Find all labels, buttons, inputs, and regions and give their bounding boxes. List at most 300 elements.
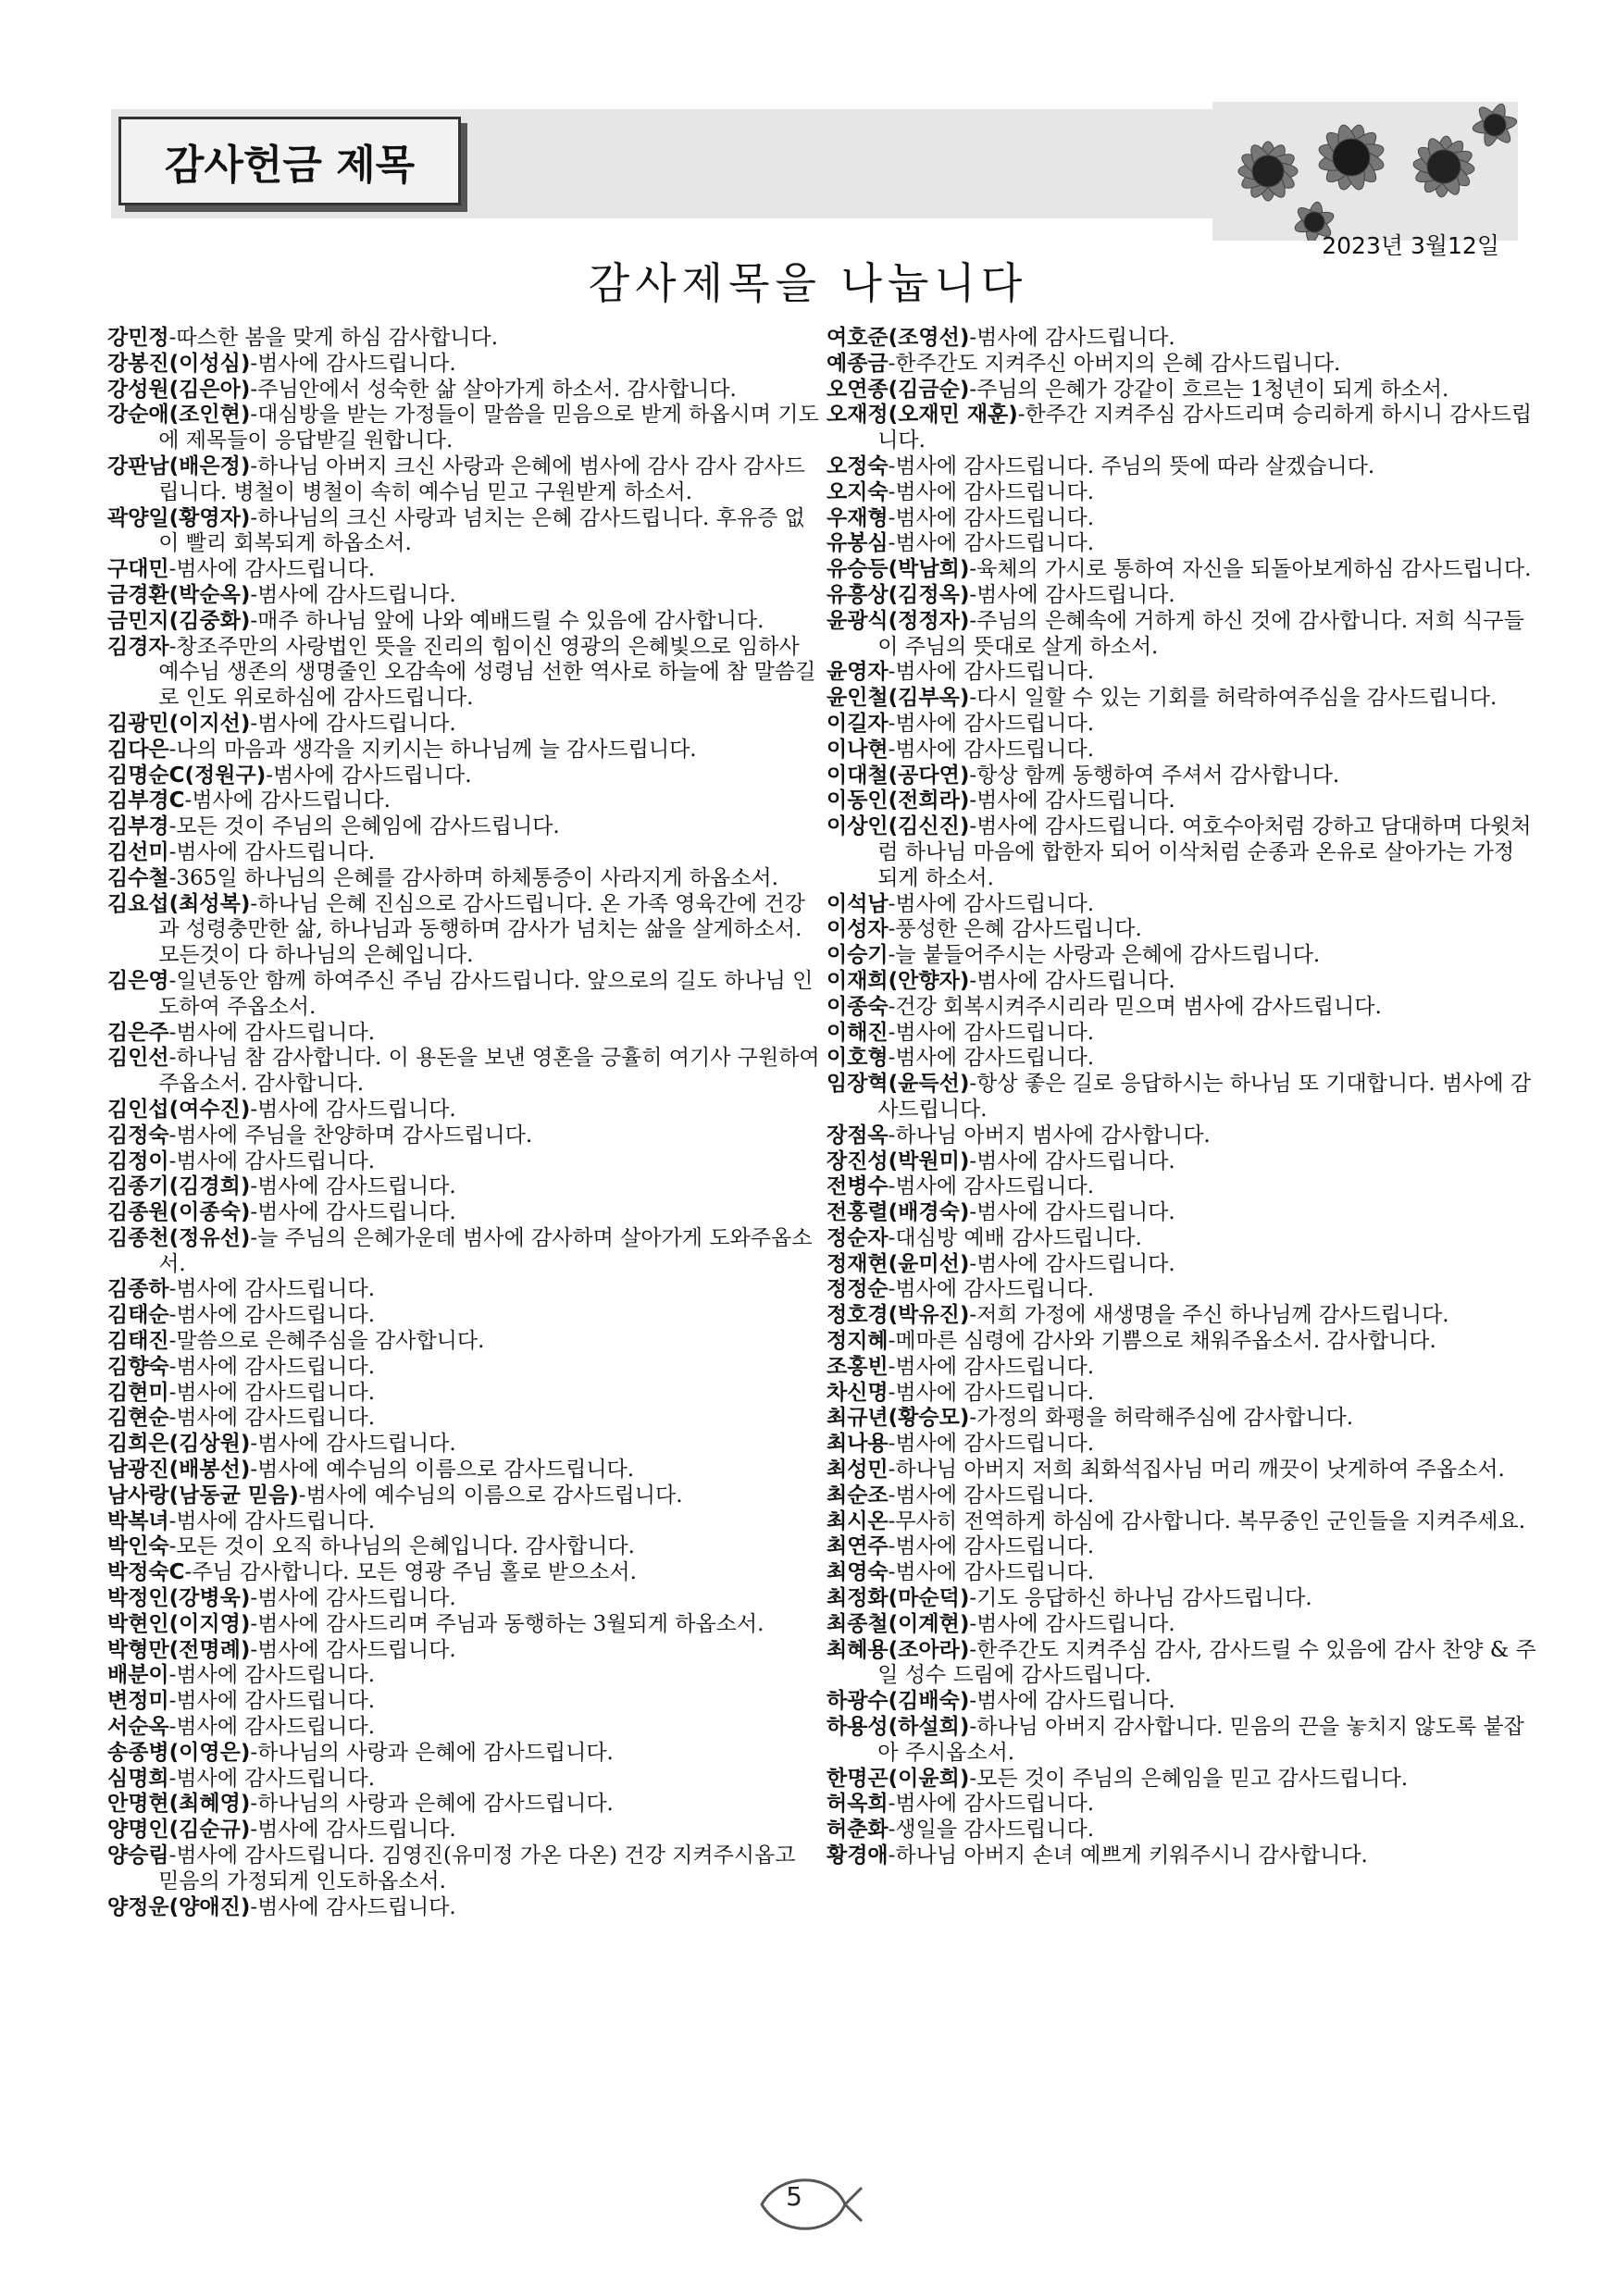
thanks-text: -범사에 감사드립니다. bbox=[888, 1534, 1095, 1559]
donor-name: 김부경 bbox=[107, 814, 169, 839]
donor-name: 최순조 bbox=[827, 1483, 889, 1508]
thanks-text: -범사에 감사드립니다. bbox=[250, 1586, 456, 1611]
donor-name: 윤인철(김부옥) bbox=[827, 686, 970, 711]
donor-name: 심명희 bbox=[107, 1766, 169, 1791]
donor-name: 임장혁(윤득선) bbox=[827, 1072, 970, 1097]
donor-entry bbox=[107, 1715, 820, 1741]
donor-name: 김은주 bbox=[107, 1020, 169, 1045]
donor-name: 최종철(이계현) bbox=[827, 1611, 970, 1636]
donor-name: 최연주 bbox=[827, 1534, 889, 1559]
thanks-text: -범사에 감사드립니다. bbox=[168, 1020, 376, 1045]
thanks-text: -모든 것이 주님의 은혜임에 감사드립니다. bbox=[168, 814, 560, 839]
donor-name: 박정인(강병욱) bbox=[107, 1586, 251, 1611]
donor-name: 김태진 bbox=[107, 1329, 169, 1354]
donor-name: 최영숙 bbox=[827, 1560, 889, 1585]
donor-entry bbox=[827, 557, 1539, 583]
donor-entry bbox=[107, 969, 820, 1021]
donor-name: 이대철(공다연) bbox=[827, 763, 970, 788]
thanks-text: -나의 마음과 생각을 지키시는 하나님께 늘 감사드립니다. bbox=[168, 737, 697, 762]
subtitle: 감사제목을 나눕니다 bbox=[588, 258, 1028, 308]
donor-entry bbox=[107, 1509, 820, 1535]
thanks-text: -범사에 감사드립니다. bbox=[888, 1046, 1095, 1071]
donor-entry bbox=[107, 1534, 820, 1560]
donor-name: 금민지(김중화) bbox=[107, 608, 251, 633]
thanks-text: -범사에 감사드립니다. bbox=[168, 1406, 376, 1431]
donor-name: 최나용 bbox=[827, 1432, 889, 1457]
donor-name: 박복녀 bbox=[107, 1508, 169, 1533]
donor-entry bbox=[827, 1123, 1539, 1149]
donor-entry bbox=[107, 1329, 820, 1355]
thanks-text: -모든 것이 오직 하나님의 은혜입니다. 감사합니다. bbox=[168, 1534, 635, 1559]
donor-entry bbox=[107, 1149, 820, 1175]
thanks-text: -범사에 감사드립니다. bbox=[168, 1354, 376, 1379]
thanks-text: -범사에 감사드립니다. bbox=[969, 1251, 1175, 1276]
donor-entry bbox=[827, 788, 1539, 814]
donor-entry bbox=[107, 326, 820, 352]
sunflower-decoration-image bbox=[1212, 102, 1518, 241]
donor-name: 김광민(이지선) bbox=[107, 711, 251, 736]
donor-entry bbox=[827, 1174, 1539, 1200]
donor-name: 정재현(윤미선) bbox=[827, 1251, 970, 1276]
donor-entry bbox=[827, 1818, 1539, 1843]
donor-entry bbox=[107, 1098, 820, 1123]
donor-entry bbox=[827, 814, 1539, 891]
donor-name: 장진성(박원미) bbox=[827, 1148, 970, 1173]
donor-entry bbox=[827, 969, 1539, 995]
thanks-text: -하나님 아버지 저희 최화석집사님 머리 깨끗이 낫게하여 주옵소서. bbox=[888, 1458, 1505, 1483]
thanks-text: -항상 좋은 길로 응답하시는 하나님 또 기대합니다. 범사에 감사드립니다. bbox=[877, 1072, 1532, 1122]
thanks-text: -범사에 예수님의 이름으로 감사드립니다. bbox=[250, 1458, 635, 1483]
donor-entry bbox=[827, 378, 1539, 403]
donor-entry bbox=[827, 1355, 1539, 1381]
donor-name: 오재정(오재민 재훈) bbox=[827, 403, 1018, 428]
donor-name: 유봉심 bbox=[827, 531, 889, 556]
donor-entry bbox=[827, 1329, 1539, 1355]
donor-entry bbox=[827, 1715, 1539, 1767]
donor-entry bbox=[827, 1226, 1539, 1252]
thanks-text: -범사에 감사드립니다. bbox=[250, 582, 456, 607]
thanks-text: -매주 하나님 앞에 나와 예배드릴 수 있음에 감사합니다. bbox=[250, 608, 764, 633]
thanks-text: -범사에 감사드립니다. bbox=[969, 1611, 1175, 1636]
thanks-text: -한주간도 지켜주심 감사, 감사드릴 수 있음에 감사 찬양 & 주일 성수 드림에 감사드립니다. bbox=[877, 1637, 1536, 1688]
thanks-text: -다시 일할 수 있는 기회를 허락하여주심을 감사드립니다. bbox=[969, 686, 1498, 711]
donor-name: 박정숙C bbox=[107, 1560, 185, 1585]
donor-entry bbox=[107, 866, 820, 892]
thanks-text: -말씀으로 은혜주심을 감사합니다. bbox=[168, 1329, 485, 1354]
thanks-text: -주님 감사합니다. 모든 영광 주님 홀로 받으소서. bbox=[184, 1560, 637, 1585]
thanks-text: -범사에 감사드립니다. bbox=[168, 839, 376, 864]
thanks-text: -하나님 아버지 감사합니다. 믿음의 끈을 놓치지 않도록 붙잡아 주시옵소서. bbox=[877, 1715, 1524, 1765]
thanks-text: -범사에 감사드립니다. bbox=[250, 1174, 456, 1199]
thanks-text: -하나님 아버지 크신 사랑과 은혜에 범사에 감사 감사 감사드립니다. 병철이 병철이 속히 예수님 믿고 구원받게 하소서. bbox=[158, 453, 805, 504]
thanks-text: -365일 하나님의 은혜를 감사하며 하체통증이 사라지게 하옵소서. bbox=[168, 865, 778, 890]
donor-entry bbox=[107, 1381, 820, 1407]
thanks-text: -범사에 감사드립니다. bbox=[888, 1560, 1095, 1585]
section-title-box bbox=[118, 117, 461, 205]
donor-name: 강순애(조인현) bbox=[107, 403, 251, 428]
thanks-text: -범사에 감사드립니다. bbox=[888, 1174, 1095, 1199]
thanks-text: -범사에 감사드립니다. bbox=[168, 1508, 376, 1533]
donor-name: 전병수 bbox=[827, 1174, 889, 1199]
donor-entry bbox=[107, 1277, 820, 1303]
thanks-text: -범사에 감사드립니다. bbox=[250, 1097, 456, 1122]
donor-entry bbox=[827, 506, 1539, 532]
donor-name: 정순자 bbox=[827, 1225, 889, 1250]
thanks-text: -저희 가정에 새생명을 주신 하나님께 감사드립니다. bbox=[969, 1303, 1449, 1328]
thanks-text: -범사에 감사드립니다. bbox=[888, 711, 1095, 736]
donor-name: 하용성(하설희) bbox=[827, 1715, 970, 1740]
donor-name: 김선미 bbox=[107, 839, 169, 864]
donor-name: 곽양일(황영자) bbox=[107, 505, 251, 530]
donor-name: 강판남(배은정) bbox=[107, 453, 251, 478]
donor-name: 최혜용(조아라) bbox=[827, 1637, 970, 1662]
thanks-text: -생일을 감사드립니다. bbox=[888, 1818, 1095, 1843]
thanks-text: -범사에 감사드립니다. bbox=[888, 1483, 1095, 1508]
donor-entry bbox=[827, 1689, 1539, 1715]
donor-name: 조홍빈 bbox=[827, 1354, 889, 1379]
donor-entry bbox=[107, 1046, 820, 1098]
thanks-text: -범사에 감사드립니다. bbox=[969, 968, 1175, 993]
donor-name: 김수철 bbox=[107, 865, 169, 890]
donor-name: 박현인(이지영) bbox=[107, 1611, 251, 1636]
thanks-text: -범사에 감사드립니다. bbox=[888, 1432, 1095, 1457]
donor-name: 김부경C bbox=[107, 788, 185, 813]
donor-entry bbox=[827, 1277, 1539, 1303]
donor-entry bbox=[107, 1303, 820, 1329]
donor-entry bbox=[827, 1612, 1539, 1638]
section-title: 감사헌금 제목 bbox=[164, 142, 416, 189]
donor-entry bbox=[107, 1021, 820, 1047]
donor-entry bbox=[827, 1509, 1539, 1535]
thanks-text: -일년동안 함께 하여주신 주님 감사드립니다. 앞으로의 길도 하나님 인도하여 주옵소서. bbox=[158, 968, 814, 1019]
thanks-text: -범사에 감사드립니다. bbox=[168, 557, 376, 582]
donor-name: 이성자 bbox=[827, 917, 889, 942]
thanks-text: -범사에 감사드립니다. bbox=[250, 1637, 456, 1662]
donor-name: 양명인(김순규) bbox=[107, 1818, 251, 1843]
donor-entry bbox=[107, 763, 820, 789]
donor-name: 김향숙 bbox=[107, 1354, 169, 1379]
donor-name: 허옥희 bbox=[827, 1792, 889, 1817]
donor-entry bbox=[107, 1226, 820, 1278]
donor-name: 이상인(김신진) bbox=[827, 814, 970, 839]
donor-entry bbox=[827, 1432, 1539, 1458]
donor-entry bbox=[827, 583, 1539, 609]
thanks-text: -범사에 감사드립니다. bbox=[250, 1432, 456, 1457]
donor-entry bbox=[107, 712, 820, 738]
donor-name: 이호형 bbox=[827, 1046, 889, 1071]
donor-entry bbox=[107, 788, 820, 814]
thanks-text: -육체의 가시로 통하여 자신을 되돌아보게하심 감사드립니다. bbox=[969, 557, 1532, 582]
donor-entry bbox=[107, 814, 820, 840]
donor-entry bbox=[107, 1483, 820, 1509]
donor-entry bbox=[827, 917, 1539, 943]
donor-name: 강성원(김은아) bbox=[107, 377, 251, 402]
donor-entry bbox=[827, 686, 1539, 712]
donor-name: 김인섭(여수진) bbox=[107, 1097, 251, 1122]
thanks-text: -범사에 감사드립니다. bbox=[888, 660, 1095, 685]
donor-entry bbox=[107, 557, 820, 583]
donor-name: 김인선 bbox=[107, 1046, 169, 1071]
thanks-text: -범사에 감사드립니다. bbox=[168, 1766, 376, 1791]
donor-name: 김은영 bbox=[107, 968, 169, 993]
donor-entry bbox=[107, 1174, 820, 1200]
donor-entry bbox=[827, 326, 1539, 352]
thanks-text: -범사에 감사드립니다. bbox=[969, 1148, 1175, 1173]
thanks-text: -범사에 감사드립니다. bbox=[184, 788, 391, 813]
thanks-text: -범사에 감사드립니다. bbox=[168, 1715, 376, 1740]
thanks-text: -범사에 감사드립니다. bbox=[888, 891, 1095, 916]
donor-name: 김현미 bbox=[107, 1380, 169, 1405]
donor-name: 김정숙 bbox=[107, 1123, 169, 1148]
donor-entry bbox=[107, 1586, 820, 1612]
thanks-text: -건강 회복시켜주시리라 믿으며 범사에 감사드립니다. bbox=[888, 994, 1382, 1019]
donor-entry bbox=[107, 352, 820, 378]
thanks-text: -범사에 감사드립니다. bbox=[888, 479, 1095, 504]
donor-name: 유승등(박남희) bbox=[827, 557, 970, 582]
donor-name: 변정미 bbox=[107, 1689, 169, 1714]
thanks-text: -모든 것이 주님의 은혜임을 믿고 감사드립니다. bbox=[969, 1766, 1409, 1791]
donor-name: 김종기(김경희) bbox=[107, 1174, 251, 1199]
thanks-text: -풍성한 은혜 감사드립니다. bbox=[888, 917, 1142, 942]
donor-name: 양승림 bbox=[107, 1843, 169, 1868]
thanks-text: -대심방을 받는 가정들이 말씀을 믿음으로 받게 하옵시며 기도에 제목들이 응답받길 원합니다. bbox=[158, 403, 819, 453]
donor-entry bbox=[827, 1200, 1539, 1226]
donor-name: 금경환(박순옥) bbox=[107, 582, 251, 607]
donor-name: 남사랑(남동균 믿음) bbox=[107, 1483, 299, 1508]
donor-name: 최성민 bbox=[827, 1458, 889, 1483]
thanks-text: -창조주만의 사랑법인 뜻을 진리의 힘이신 영광의 은혜빛으로 임하사 예수님 생존의 생명줄인 오감속에 성령님 선한 역사로 하늘에 참 말씀길로 인도 위로하심에 감사드립니다. bbox=[158, 634, 816, 711]
thanks-text: -범사에 감사드립니다. bbox=[969, 326, 1175, 350]
donor-name: 이해진 bbox=[827, 1020, 889, 1045]
thanks-text: -범사에 감사드립니다. bbox=[168, 1380, 376, 1405]
thanks-text: -하나님 아버지 손녀 예쁘게 키워주시니 감사합니다. bbox=[888, 1843, 1368, 1868]
donor-entry bbox=[107, 1355, 820, 1381]
donor-name: 윤광식(정정자) bbox=[827, 608, 970, 633]
thanks-text: -범사에 감사드립니다. bbox=[969, 1689, 1175, 1714]
donor-entry bbox=[827, 1458, 1539, 1483]
donor-name: 김경자 bbox=[107, 634, 169, 659]
donor-entry bbox=[827, 1303, 1539, 1329]
donor-entry bbox=[107, 1741, 820, 1767]
donor-entry bbox=[107, 1432, 820, 1458]
donor-entry bbox=[827, 712, 1539, 738]
donor-name: 남광진(배봉선) bbox=[107, 1458, 251, 1483]
donor-entry bbox=[107, 1895, 820, 1921]
donor-entry bbox=[827, 1560, 1539, 1586]
thanks-text: -하나님의 사랑과 은혜에 감사드립니다. bbox=[250, 1792, 614, 1817]
donor-entry bbox=[107, 1612, 820, 1638]
donor-name: 김종원(이종숙) bbox=[107, 1200, 251, 1225]
donor-name: 김현순 bbox=[107, 1406, 169, 1431]
donor-name: 김요섭(최성복) bbox=[107, 891, 251, 916]
donor-entry bbox=[107, 635, 820, 712]
thanks-text: -기도 응답하신 하나님 감사드립니다. bbox=[969, 1586, 1312, 1611]
thanks-text: -범사에 감사드립니다. bbox=[168, 1663, 376, 1688]
thanks-text: -범사에 감사드립니다. bbox=[250, 351, 456, 376]
donor-name: 박인숙 bbox=[107, 1534, 169, 1559]
thanks-text: -범사에 주님을 찬양하며 감사드립니다. bbox=[168, 1123, 533, 1148]
page-number: 5 bbox=[786, 2181, 802, 2212]
donor-name: 최정화(마순덕) bbox=[827, 1586, 970, 1611]
donor-entry bbox=[827, 531, 1539, 557]
thanks-text: -항상 함께 동행하여 주셔서 감사합니다. bbox=[969, 763, 1340, 788]
donor-entry bbox=[827, 1483, 1539, 1509]
donor-name: 구대민 bbox=[107, 557, 169, 582]
donor-entry bbox=[107, 1792, 820, 1818]
thanks-text: -메마른 심령에 감사와 기쁨으로 채워주옵소서. 감사합니다. bbox=[888, 1329, 1436, 1354]
donor-name: 박형만(전명례) bbox=[107, 1637, 251, 1662]
donor-entry bbox=[827, 892, 1539, 918]
donor-name: 이동인(전희라) bbox=[827, 788, 970, 813]
donor-entry bbox=[827, 995, 1539, 1021]
donor-name: 이재희(안향자) bbox=[827, 968, 970, 993]
thanks-text: -한주간도 지켜주신 아버지의 은혜 감사드립니다. bbox=[888, 351, 1341, 376]
donor-name: 장점옥 bbox=[827, 1123, 889, 1148]
donor-name: 강봉진(이성심) bbox=[107, 351, 251, 376]
donor-name: 여호준(조영선) bbox=[827, 326, 970, 350]
thanks-text: -범사에 감사드립니다. bbox=[250, 1894, 456, 1919]
donor-entry bbox=[827, 1534, 1539, 1560]
donor-name: 김희은(김상원) bbox=[107, 1432, 251, 1457]
thanks-text: -범사에 감사드립니다. bbox=[888, 1792, 1095, 1817]
donor-entry bbox=[827, 943, 1539, 969]
donor-name: 김명순C(정원구) bbox=[107, 763, 267, 788]
thanks-text: -범사에 감사드립니다. bbox=[168, 1689, 376, 1714]
donor-entry bbox=[107, 1560, 820, 1586]
donor-entry bbox=[107, 892, 820, 969]
thanks-text: -범사에 감사드립니다. bbox=[888, 1277, 1095, 1302]
donor-entry bbox=[827, 1149, 1539, 1175]
thanks-text: -무사히 전역하게 하심에 감사합니다. 복무중인 군인들을 지켜주세요. bbox=[888, 1508, 1526, 1533]
donor-entry bbox=[107, 1123, 820, 1149]
donor-name: 황경애 bbox=[827, 1843, 889, 1868]
thanks-text: -범사에 감사드립니다. bbox=[888, 531, 1095, 556]
donor-entry bbox=[107, 1406, 820, 1432]
donor-entry bbox=[107, 454, 820, 506]
thanks-text: -늘 붙들어주시는 사랑과 은혜에 감사드립니다. bbox=[888, 943, 1321, 968]
thanks-text: -늘 주님의 은혜가운데 범사에 감사하며 살아가게 도와주옵소서. bbox=[158, 1225, 813, 1276]
donor-name: 김종하 bbox=[107, 1277, 169, 1302]
donor-entry bbox=[107, 583, 820, 609]
thanks-text: -범사에 감사드립니다. bbox=[168, 1303, 376, 1328]
donor-entry bbox=[107, 1663, 820, 1689]
donor-entry bbox=[107, 1843, 820, 1895]
donor-name: 김다은 bbox=[107, 737, 169, 762]
thanks-text: -주님안에서 성숙한 삶 살아가게 하소서. 감사합니다. bbox=[250, 377, 737, 402]
donor-entry bbox=[107, 1458, 820, 1483]
thanks-text: -범사에 감사드립니다. 주님의 뜻에 따라 살겠습니다. bbox=[888, 453, 1375, 478]
thanks-text: -주님의 은혜가 강같이 흐르는 1청년이 되게 하소서. bbox=[969, 377, 1449, 402]
donor-entry bbox=[107, 1638, 820, 1664]
thanks-text: -범사에 감사드립니다. bbox=[250, 1818, 456, 1843]
donor-name: 양정운(양애진) bbox=[107, 1894, 251, 1919]
donor-entry bbox=[827, 1792, 1539, 1818]
donor-entry bbox=[827, 1381, 1539, 1407]
donor-name: 서순옥 bbox=[107, 1715, 169, 1740]
thanks-text: -따스한 봄을 맞게 하심 감사합니다. bbox=[168, 326, 499, 350]
thanks-text: -가정의 화평을 허락해주심에 감사합니다. bbox=[969, 1406, 1354, 1431]
thanks-text: -하나님 은혜 진심으로 감사드립니다. 온 가족 영육간에 건강과 성령충만한 삶, 하나님과 동행하며 감사가 넘치는 삶을 살게하소서. 모든것이 다 하나님의 은혜입니다. bbox=[158, 891, 805, 968]
donor-name: 안명현(최혜영) bbox=[107, 1792, 251, 1817]
donor-entry bbox=[827, 1021, 1539, 1047]
donor-name: 전홍렬(배경숙) bbox=[827, 1200, 970, 1225]
donor-name: 정정순 bbox=[827, 1277, 889, 1302]
thanks-text: -범사에 감사드립니다. bbox=[250, 711, 456, 736]
thanks-text: -하나님 참 감사합니다. 이 용돈을 보낸 영혼을 긍휼히 여기사 구원하여 주옵소서. 감사합니다. bbox=[158, 1046, 820, 1097]
thanks-text: -범사에 감사드립니다. bbox=[168, 1277, 376, 1302]
donor-name: 김태순 bbox=[107, 1303, 169, 1328]
donor-name: 최시온 bbox=[827, 1508, 889, 1533]
thanks-text: -한주간 지켜주심 감사드리며 승리하게 하시니 감사드립니다. bbox=[877, 403, 1533, 453]
date: 2023년 3월12일 bbox=[1322, 232, 1499, 259]
thanks-text: -범사에 감사드립니다. bbox=[168, 1148, 376, 1173]
donor-entry bbox=[107, 506, 820, 558]
donor-entry bbox=[827, 1252, 1539, 1278]
donor-name: 이나현 bbox=[827, 737, 889, 762]
donor-name: 배분이 bbox=[107, 1663, 169, 1688]
donor-name: 하광수(김배숙) bbox=[827, 1689, 970, 1714]
thanks-text: -주님의 은혜속에 거하게 하신 것에 감사합니다. 저희 식구들이 주님의 뜻대로 살게 하소서. bbox=[877, 608, 1524, 659]
donor-name: 오지숙 bbox=[827, 479, 889, 504]
donor-entry bbox=[827, 738, 1539, 763]
donor-entry bbox=[827, 763, 1539, 789]
donor-entry bbox=[827, 403, 1539, 454]
donor-entry bbox=[827, 1046, 1539, 1072]
donor-name: 오정숙 bbox=[827, 453, 889, 478]
donor-entry bbox=[827, 1843, 1539, 1869]
thanks-text: -범사에 감사드립니다. bbox=[888, 1020, 1095, 1045]
donor-entry bbox=[827, 1767, 1539, 1793]
donor-name: 정호경(박유진) bbox=[827, 1303, 970, 1328]
donor-name: 이길자 bbox=[827, 711, 889, 736]
donor-entry bbox=[107, 1767, 820, 1793]
donor-entry bbox=[827, 660, 1539, 686]
thanks-text: -범사에 감사드립니다. bbox=[888, 505, 1095, 530]
thanks-text: -하나님의 크신 사랑과 넘치는 은혜 감사드립니다. 후유증 없이 빨리 회복되게 하옵소서. bbox=[158, 505, 805, 556]
donor-entry bbox=[827, 1586, 1539, 1612]
thanks-text: -범사에 감사드립니다. bbox=[250, 1200, 456, 1225]
thanks-text: -하나님의 사랑과 은혜에 감사드립니다. bbox=[250, 1740, 614, 1765]
donor-entry bbox=[107, 378, 820, 403]
donor-name: 정지혜 bbox=[827, 1329, 889, 1354]
donor-entry bbox=[107, 840, 820, 866]
donor-name: 강민정 bbox=[107, 326, 169, 350]
left-column bbox=[107, 326, 820, 1920]
donor-entry bbox=[107, 1200, 820, 1226]
donor-name: 이승기 bbox=[827, 943, 889, 968]
donor-entry bbox=[107, 738, 820, 763]
donor-name: 이종숙 bbox=[827, 994, 889, 1019]
donor-entry bbox=[827, 1638, 1539, 1690]
donor-entry bbox=[827, 609, 1539, 661]
donor-name: 차신명 bbox=[827, 1380, 889, 1405]
donor-name: 이석남 bbox=[827, 891, 889, 916]
donor-entry bbox=[827, 1072, 1539, 1123]
donor-entry bbox=[827, 1406, 1539, 1432]
donor-name: 허춘화 bbox=[827, 1818, 889, 1843]
thanks-text: -범사에 감사드립니다. bbox=[888, 737, 1095, 762]
donor-entry bbox=[827, 352, 1539, 378]
donor-name: 우재형 bbox=[827, 505, 889, 530]
donor-entry bbox=[827, 454, 1539, 480]
donor-name: 오연종(김금순) bbox=[827, 377, 970, 402]
donor-name: 송종병(이영은) bbox=[107, 1740, 251, 1765]
donor-entry bbox=[107, 609, 820, 635]
thanks-text: -범사에 감사드립니다. bbox=[888, 1354, 1095, 1379]
donor-name: 한명곤(이윤희) bbox=[827, 1766, 970, 1791]
thanks-text: -범사에 감사드리며 주님과 동행하는 3월되게 하옵소서. bbox=[250, 1611, 764, 1636]
donor-name: 예종금 bbox=[827, 351, 889, 376]
